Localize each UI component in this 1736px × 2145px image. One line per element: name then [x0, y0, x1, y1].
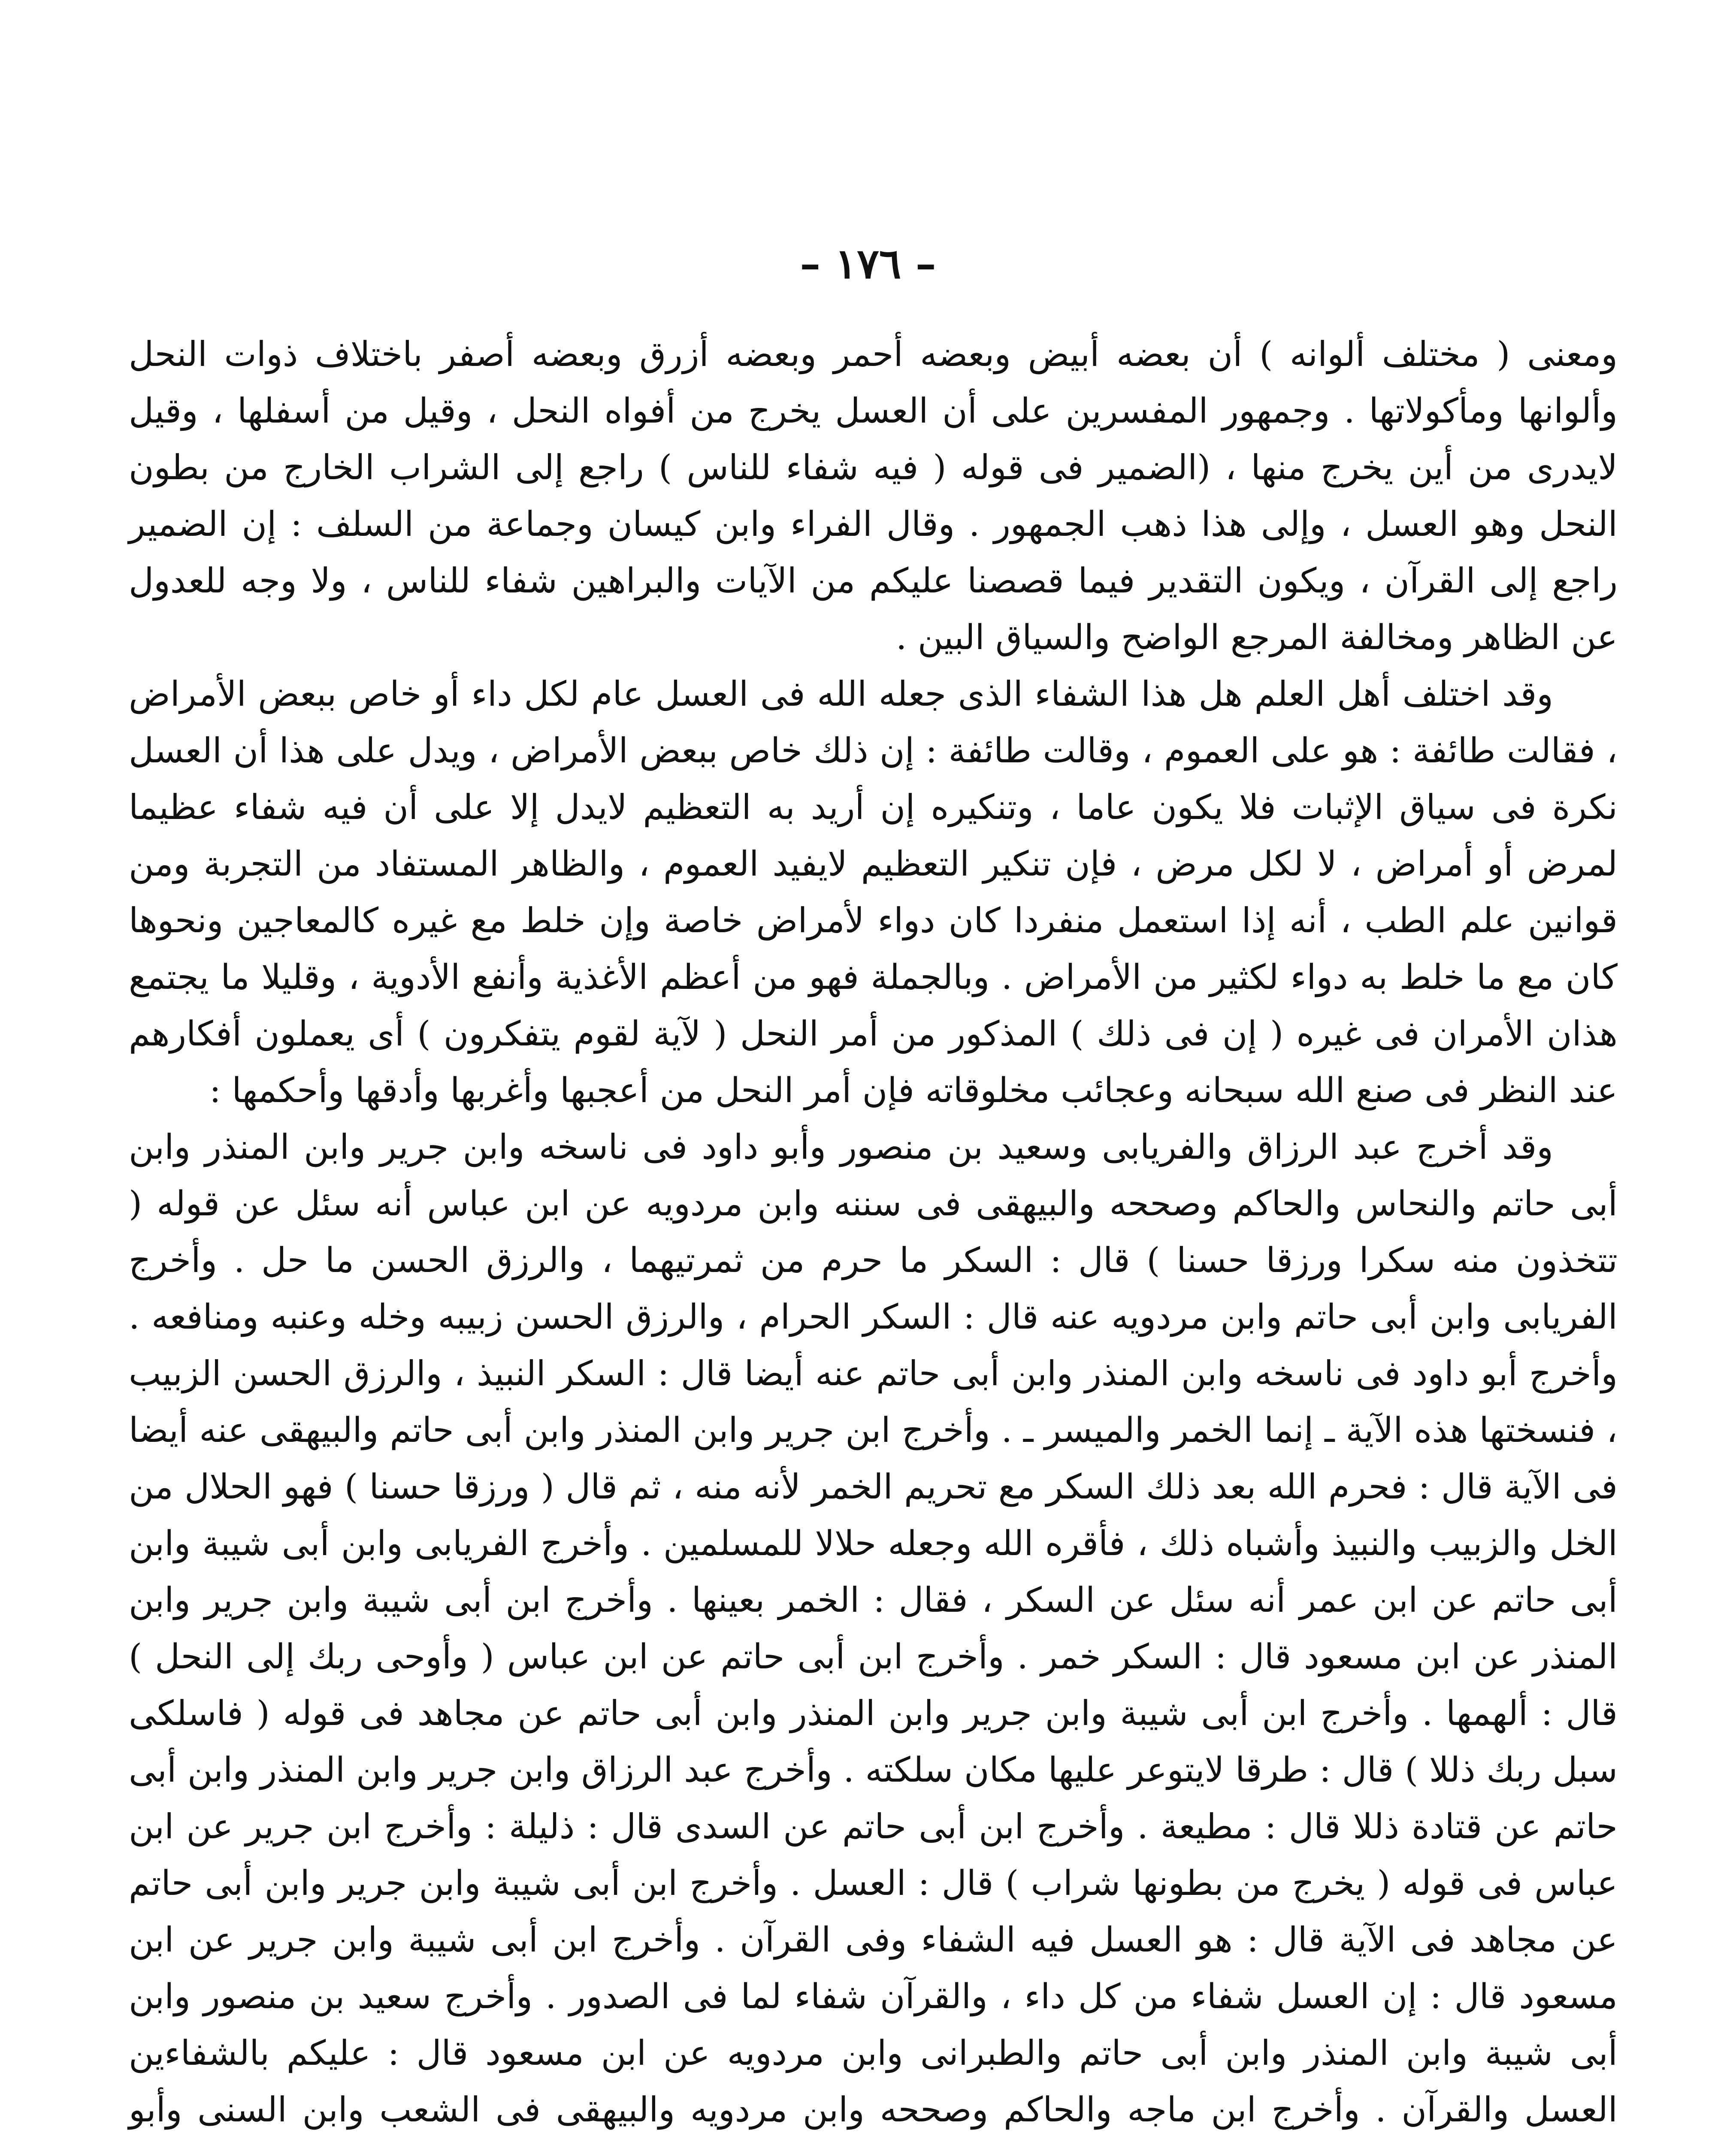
paragraph-narrations: وقد أخرج عبد الرزاق والفريابى وسعيد بن منصور وأبو داود فى ناسخه وابن جرير وابن المنذر وابن أبى حاتم والنحاس والحاكم وصححه والبيهقى فى سننه وابن مردويه عن ابن عباس أنه سئل عن قوله ( تتخذون منه سكرا ورزقا حسنا ) قال : السكر ما حرم من ثمرتيهما ، والرزق الحسن ما حل . وأخرج الفريابى وابن أبى حاتم وابن مردويه عنه قال : السكر الحرام ، والرزق الحسن زبيبه وخله وعنبه ومنافعه . وأخرج أبو داود فى ناسخه وابن المنذر وابن أبى حاتم عنه أيضا قال : السكر النبيذ ، والرزق الحسن الزبيب ، فنسختها هذه الآية ـ إنما الخمر والميسر ـ . وأخرج ابن جرير وابن المنذر وابن أبى حاتم والبيهقى عنه أيضا فى الآية قال : فحرم الله بعد ذلك السكر مع تحريم الخمر لأنه منه ، ثم قال ( ورزقا حسنا ) فهو الحلال من الخل والزبيب والنبيذ وأشباه ذلك ، فأقره الله وجعله حلالا للمسلمين . وأخرج الفريابى وابن أبى شيبة وابن أبى حاتم عن ابن عمر أنه سئل عن السكر ، فقال : الخمر بعينها . وأخرج ابن أبى شيبة وابن جرير وابن المنذر عن ابن مسعود قال : السكر خمر . وأخرج ابن أبى حاتم عن ابن عباس ( وأوحى ربك إلى النحل ) قال : ألهمها . وأخرج ابن أبى شيبة وابن جرير وابن المنذر وابن أبى حاتم عن مجاهد فى قوله ( فاسلكى سبل ربك ذللا ) قال : طرقا لايتوعر عليها مكان سلكته . وأخرج عبد الرزاق وابن جرير وابن المنذر وابن أبى حاتم عن قتادة ذللا قال : مطيعة . وأخرج ابن أبى حاتم عن السدى قال : ذليلة : وأخرج ابن جرير عن ابن عباس فى قوله ( يخرج من بطونها شراب ) قال : العسل . وأخرج ابن أبى شيبة وابن جرير وابن أبى حاتم عن مجاهد فى الآية قال : هو العسل فيه الشفاء وفى القرآن . وأخرج ابن أبى شيبة وابن جرير عن ابن مسعود قال : إن العسل شفاء من كل داء ، والقرآن شفاء لما فى الصدور . وأخرج سعيد بن منصور وابن أبى شيبة وابن المنذر وابن أبى حاتم والطبرانى وابن مردويه عن ابن مسعود قال : عليكم بالشفاءين العسل والقرآن . وأخرج ابن ماجه والحاكم وصححه وابن مردويه والبيهقى فى الشعب وابن السنى وأبو [129, 1127, 1618, 2130]
page-number: – ١٧٦ – [800, 239, 936, 288]
main-text [129, 326, 1618, 2145]
paragraph-shifa-discussion: وقد اختلف أهل العلم هل هذا الشفاء الذى جعله الله فى العسل عام لكل داء أو خاص ببعض الأمراض ، فقالت طائفة : هو على العموم ، وقالت طائفة : إن ذلك خاص ببعض الأمراض ، ويدل على هذا أن العسل نكرة فى سياق الإثبات فلا يكون عاما ، وتنكيره إن أريد به التعظيم لايدل إلا على أن فيه شفاء عظيما لمرض أو أمراض ، لا لكل مرض ، فإن تنكير التعظيم لايفيد العموم ، والظاهر المستفاد من التجربة ومن قوانين علم الطب ، أنه إذا استعمل منفردا كان دواء لأمراض خاصة وإن خلط مع غيره كالمعاجين ونحوها كان مع ما خلط به دواء لكثير من الأمراض . وبالجملة فهو من أعظم الأغذية وأنفع الأدوية ، وقليلا ما يجتمع هذان الأمران فى غيره ( إن فى ذلك ) المذكور من أمر النحل ( لآية لقوم يتفكرون ) أى يعملون أفكارهم عند النظر فى صنع الله سبحانه وعجائب مخلوقاته فإن أمر النحل من أعجبها وأغربها وأدقها وأحكمها : [129, 674, 1618, 1110]
paragraph-mukhtalif-alwanuh: ومعنى ( مختلف ألوانه ) أن بعضه أبيض وبعضه أحمر وبعضه أزرق وبعضه أصفر باختلاف ذوات النحل وألوانها ومأكولاتها . وجمهور المفسرين على أن العسل يخرج من أفواه النحل ، وقيل من أسفلها ، وقيل لايدرى من أين يخرج منها ، (الضمير فى قوله ( فيه شفاء للناس ) راجع إلى الشراب الخارج من بطون النحل وهو العسل ، وإلى هذا ذهب الجمهور . وقال الفراء وابن كيسان وجماعة من السلف : إن الضمير راجع إلى القرآن ، ويكون التقدير فيما قصصنا عليكم من الآيات والبراهين شفاء للناس ، ولا وجه للعدول عن الظاهر ومخالفة المرجع الواضح والسياق البين . [129, 334, 1618, 657]
